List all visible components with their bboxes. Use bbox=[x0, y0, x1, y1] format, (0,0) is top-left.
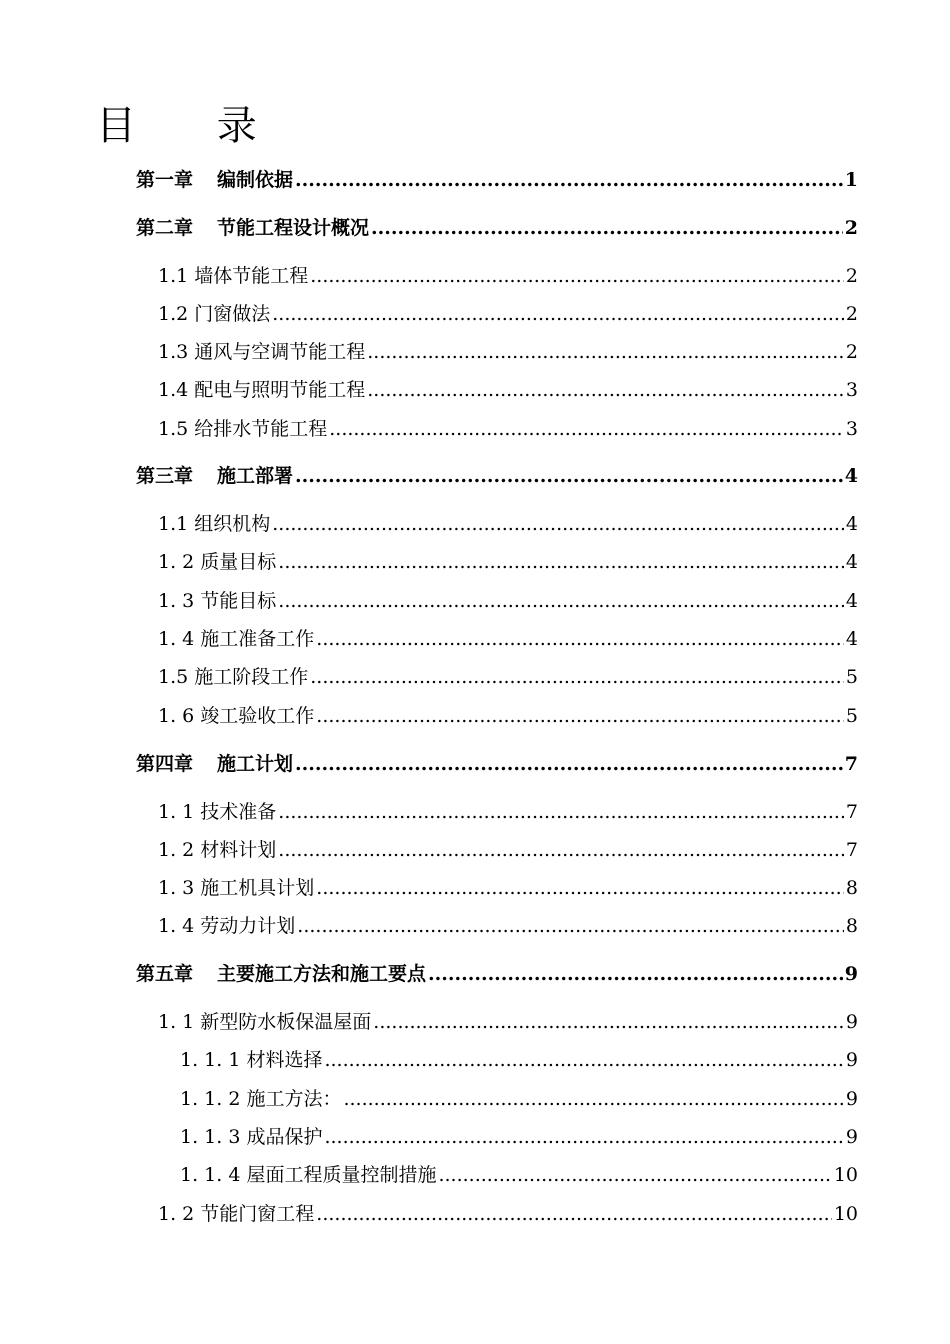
toc-dot-leader bbox=[316, 874, 844, 902]
toc-entry-title: 新型防水板保温屋面 bbox=[200, 1011, 372, 1033]
toc-entry-title: 节能目标 bbox=[200, 590, 277, 612]
toc-page-number: 3 bbox=[845, 379, 858, 401]
toc-page-number: 2 bbox=[845, 341, 858, 363]
toc-entry[interactable] bbox=[136, 960, 858, 988]
toc-entry-title: 节能工程设计概况 bbox=[217, 217, 370, 239]
toc-entry-title: 配电与照明节能工程 bbox=[194, 379, 366, 401]
toc-entry[interactable] bbox=[158, 510, 858, 538]
toc-entry-number: 第二章 bbox=[136, 217, 194, 239]
toc-entry[interactable] bbox=[158, 300, 858, 328]
toc-entry[interactable] bbox=[158, 415, 858, 443]
toc-entry-title: 施工部署 bbox=[217, 465, 294, 487]
toc-entry-number: 1.1 bbox=[158, 265, 189, 287]
toc-entry[interactable] bbox=[180, 1161, 858, 1189]
toc-dot-leader bbox=[278, 798, 844, 826]
toc-entry-number: 1.5 bbox=[158, 418, 189, 440]
toc-entry-title: 质量目标 bbox=[200, 551, 277, 573]
toc-entry[interactable] bbox=[158, 798, 858, 826]
toc-dot-leader bbox=[373, 1008, 844, 1036]
toc-page-number: 4 bbox=[845, 628, 858, 650]
toc-dot-leader bbox=[316, 625, 844, 653]
toc-entry-number: 1.4 bbox=[158, 379, 189, 401]
toc-entry[interactable] bbox=[158, 912, 858, 940]
toc-page-number: 2 bbox=[845, 265, 858, 287]
toc-entry[interactable] bbox=[180, 1085, 858, 1113]
toc-entry-title: 施工机具计划 bbox=[200, 877, 315, 899]
toc-page-number: 10 bbox=[833, 1164, 858, 1186]
toc-entry-number: 1.2 bbox=[158, 303, 189, 325]
toc-dot-leader bbox=[329, 415, 844, 443]
toc-entry[interactable] bbox=[136, 166, 858, 194]
toc-entry-number: 1. 2 bbox=[158, 839, 195, 861]
toc-page-number: 7 bbox=[845, 839, 858, 861]
toc-entry-title: 材料选择 bbox=[246, 1049, 323, 1071]
toc-entry[interactable] bbox=[158, 1200, 858, 1228]
toc-entry[interactable] bbox=[158, 874, 858, 902]
toc-entry-number: 1. 1. 1 bbox=[180, 1049, 241, 1071]
toc-page-number: 4 bbox=[845, 513, 858, 535]
toc-dot-leader bbox=[278, 836, 844, 864]
toc-page-number: 9 bbox=[845, 1011, 858, 1033]
toc-entry-number: 1.5 bbox=[158, 666, 189, 688]
toc-page-number: 2 bbox=[844, 217, 858, 239]
toc-entry[interactable] bbox=[180, 1046, 858, 1074]
toc-entry[interactable] bbox=[158, 587, 858, 615]
toc-entry[interactable] bbox=[158, 376, 858, 404]
toc-entry-number: 1. 6 bbox=[158, 705, 195, 727]
toc-entry-number: 1. 2 bbox=[158, 551, 195, 573]
toc-entry[interactable] bbox=[158, 548, 858, 576]
toc-page-number: 7 bbox=[845, 801, 858, 823]
toc-page-number: 4 bbox=[845, 590, 858, 612]
toc-entry-number: 1. 1 bbox=[158, 1011, 195, 1033]
toc-dot-leader bbox=[438, 1161, 831, 1189]
toc-dot-leader bbox=[316, 1200, 832, 1228]
toc-entry-title: 编制依据 bbox=[217, 169, 294, 191]
toc-entry[interactable] bbox=[180, 1123, 858, 1151]
toc-entry-number: 1.1 bbox=[158, 513, 189, 535]
toc-dot-leader bbox=[297, 912, 844, 940]
toc-dot-leader bbox=[367, 376, 844, 404]
toc-entry[interactable] bbox=[136, 750, 858, 778]
toc-entry-number: 1. 2 bbox=[158, 1203, 195, 1225]
toc-entry[interactable] bbox=[158, 262, 858, 290]
toc-dot-leader bbox=[272, 300, 844, 328]
toc-entry-title: 组织机构 bbox=[194, 513, 271, 535]
toc-entry-number: 第三章 bbox=[136, 465, 194, 487]
toc-page-number: 7 bbox=[844, 753, 858, 775]
toc-dot-leader bbox=[316, 702, 844, 730]
toc-dot-leader bbox=[278, 587, 844, 615]
toc-page-number: 9 bbox=[845, 1049, 858, 1071]
toc-entry-number: 第四章 bbox=[136, 753, 194, 775]
toc-entry-title: 屋面工程质量控制措施 bbox=[246, 1164, 437, 1186]
toc-entry[interactable] bbox=[136, 214, 858, 242]
toc-entry-title: 墙体节能工程 bbox=[194, 265, 309, 287]
toc-dot-leader bbox=[310, 663, 844, 691]
toc-dot-leader bbox=[324, 1046, 843, 1074]
toc-entry-number: 第一章 bbox=[136, 169, 194, 191]
toc-entry-title: 成品保护 bbox=[246, 1126, 323, 1148]
toc-entry-title: 施工准备工作 bbox=[200, 628, 315, 650]
toc-entry-number: 1.3 bbox=[158, 341, 189, 363]
toc-entry-title: 施工计划 bbox=[217, 753, 294, 775]
toc-dot-leader bbox=[295, 166, 843, 194]
toc-dot-leader bbox=[272, 510, 844, 538]
toc-entry-number: 1. 1. 3 bbox=[180, 1126, 241, 1148]
toc-page-number: 4 bbox=[845, 551, 858, 573]
toc-page-number: 5 bbox=[845, 705, 858, 727]
toc-dot-leader bbox=[310, 262, 844, 290]
toc-entry[interactable] bbox=[136, 462, 858, 490]
toc-dot-leader bbox=[428, 960, 843, 988]
toc-title: 目 录 bbox=[96, 103, 291, 149]
toc-entry-title: 节能门窗工程 bbox=[200, 1203, 315, 1225]
toc-entry-title: 竣工验收工作 bbox=[200, 705, 315, 727]
toc-dot-leader bbox=[367, 338, 844, 366]
toc-page-number: 9 bbox=[844, 963, 858, 985]
toc-entry-number: 1. 3 bbox=[158, 877, 195, 899]
toc-entry-title: 材料计划 bbox=[200, 839, 277, 861]
toc-entry-number: 第五章 bbox=[136, 963, 194, 985]
toc-entry-title: 门窗做法 bbox=[194, 303, 271, 325]
toc-entry[interactable] bbox=[158, 338, 858, 366]
toc-page-number: 1 bbox=[844, 169, 858, 191]
toc-entry[interactable] bbox=[158, 836, 858, 864]
toc-page-number: 10 bbox=[833, 1203, 858, 1225]
toc-page-number: 8 bbox=[845, 877, 858, 899]
toc-page-number: 3 bbox=[845, 418, 858, 440]
toc-entry-number: 1. 4 bbox=[158, 628, 195, 650]
toc-page-number: 9 bbox=[845, 1126, 858, 1148]
toc-page-number: 8 bbox=[845, 915, 858, 937]
toc-page-number: 9 bbox=[845, 1088, 858, 1110]
toc-dot-leader bbox=[295, 462, 843, 490]
toc-page-number: 2 bbox=[845, 303, 858, 325]
toc-entry-number: 1. 3 bbox=[158, 590, 195, 612]
toc-entry[interactable] bbox=[158, 663, 858, 691]
toc-dot-leader bbox=[324, 1123, 843, 1151]
toc-entry[interactable] bbox=[158, 702, 858, 730]
toc-entry-title: 通风与空调节能工程 bbox=[194, 341, 366, 363]
toc-entry-number: 1. 1. 2 bbox=[180, 1088, 241, 1110]
toc-entry-title: 施工阶段工作 bbox=[194, 666, 309, 688]
toc-page-number: 4 bbox=[844, 465, 858, 487]
toc-dot-leader bbox=[371, 214, 843, 242]
toc-dot-leader bbox=[343, 1085, 843, 1113]
toc-entry[interactable] bbox=[158, 625, 858, 653]
toc-entry-number: 1. 4 bbox=[158, 915, 195, 937]
toc-dot-leader bbox=[278, 548, 844, 576]
toc-entry-title: 给排水节能工程 bbox=[194, 418, 328, 440]
toc-page-number: 5 bbox=[845, 666, 858, 688]
toc-entry-title: 主要施工方法和施工要点 bbox=[217, 963, 427, 985]
toc-entry-title: 劳动力计划 bbox=[200, 915, 296, 937]
toc-entry-number: 1. 1 bbox=[158, 801, 195, 823]
toc-entry-title: 技术准备 bbox=[200, 801, 277, 823]
toc-entry-number: 1. 1. 4 bbox=[180, 1164, 241, 1186]
toc-dot-leader bbox=[295, 750, 843, 778]
toc-entry-title: 施工方法： bbox=[246, 1088, 342, 1110]
toc-entry[interactable] bbox=[158, 1008, 858, 1036]
